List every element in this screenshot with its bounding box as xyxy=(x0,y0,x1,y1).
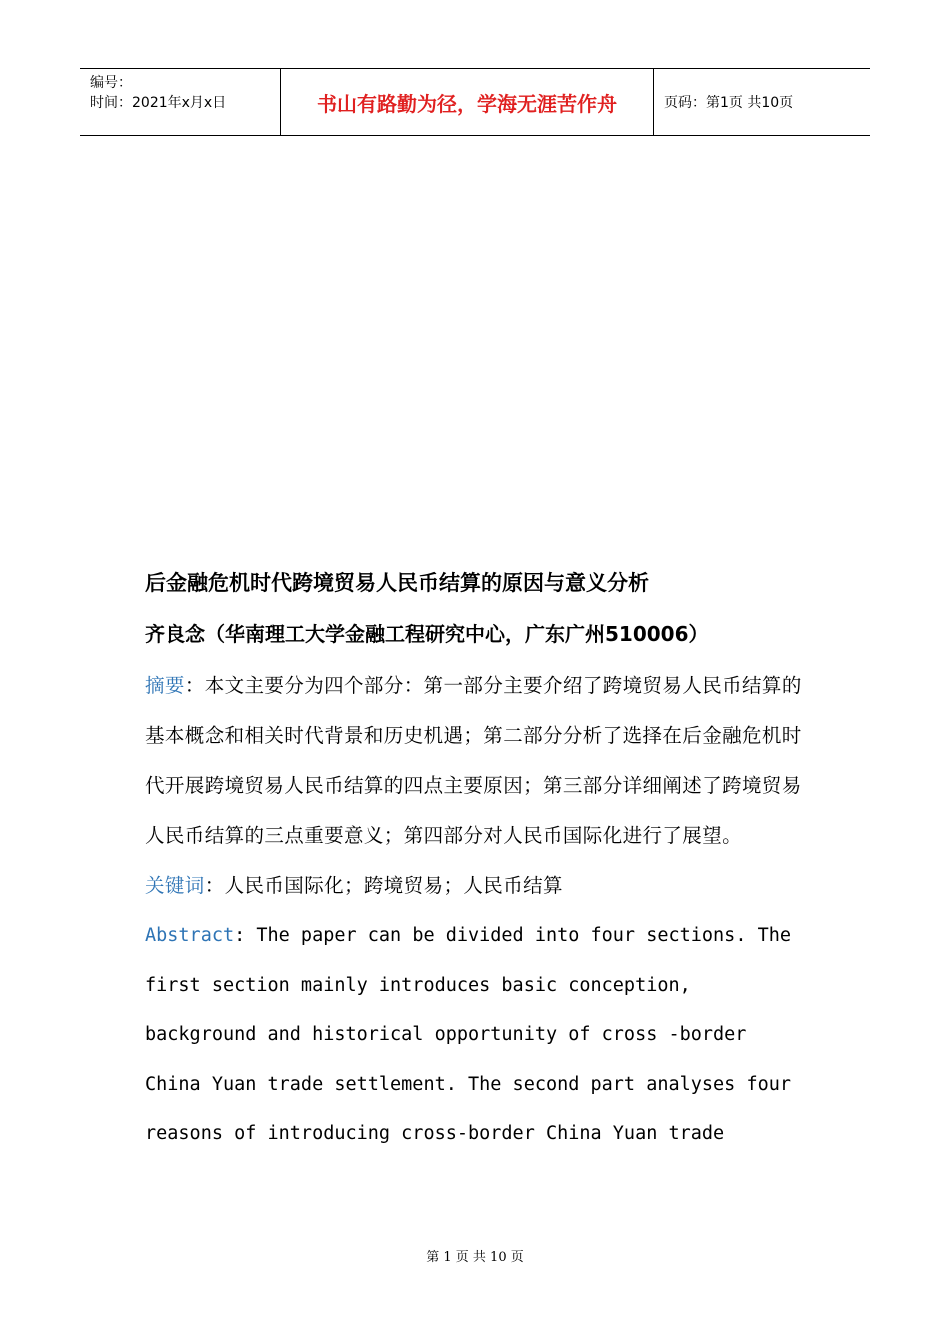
article-body xyxy=(145,570,805,1159)
english-abstract-label: Abstract xyxy=(145,925,235,946)
article-author: 齐良念（华南理工大学金融工程研究中心，广东广州510006） xyxy=(145,622,709,646)
article-title: 后金融危机时代跨境贸易人民币结算的原因与意义分析 xyxy=(145,571,649,595)
document-header xyxy=(80,68,870,136)
english-abstract xyxy=(145,911,805,1159)
header-meta-cell xyxy=(80,69,281,135)
time-label: 时间：2021年x月x日 xyxy=(90,95,227,111)
keywords-label: 关键词 xyxy=(145,874,205,897)
keywords-paragraph xyxy=(145,861,805,911)
english-abstract-line: first section mainly introduces basic conception, xyxy=(145,974,691,996)
english-abstract-line: Abstract: The paper can be divided into four sections. The xyxy=(145,925,792,946)
number-label: 编号： xyxy=(90,75,132,91)
english-abstract-line: China Yuan trade settlement. The second part analyses four xyxy=(145,1073,792,1095)
header-motto: 书山有路勤为径，学海无涯苦作舟 xyxy=(281,69,654,135)
keywords-text: ：人民币国际化；跨境贸易；人民币结算 xyxy=(204,874,563,897)
english-abstract-line: reasons of introducing cross-border China Yuan trade xyxy=(145,1123,725,1145)
header-page-info: 页码：第1页 共10页 xyxy=(664,95,794,111)
abstract-text: ：本文主要分为四个部分：第一部分主要介绍了跨境贸易人民币结算的基本概念和相关时代背景和历史机遇；第二部分分析了选择在后金融危机时代开展跨境贸易人民币结算的四点主要原因；第三部分详细阐述了跨境贸易人民币结算的三点重要意义；第四部分对人民币国际化进行了展望。 xyxy=(145,674,802,847)
abstract-paragraph xyxy=(145,661,805,861)
english-abstract-line: background and historical opportunity of cross -border xyxy=(145,1024,747,1046)
page-footer: 第 1 页 共 10 页 xyxy=(426,1250,524,1265)
abstract-label: 摘要 xyxy=(145,674,185,697)
